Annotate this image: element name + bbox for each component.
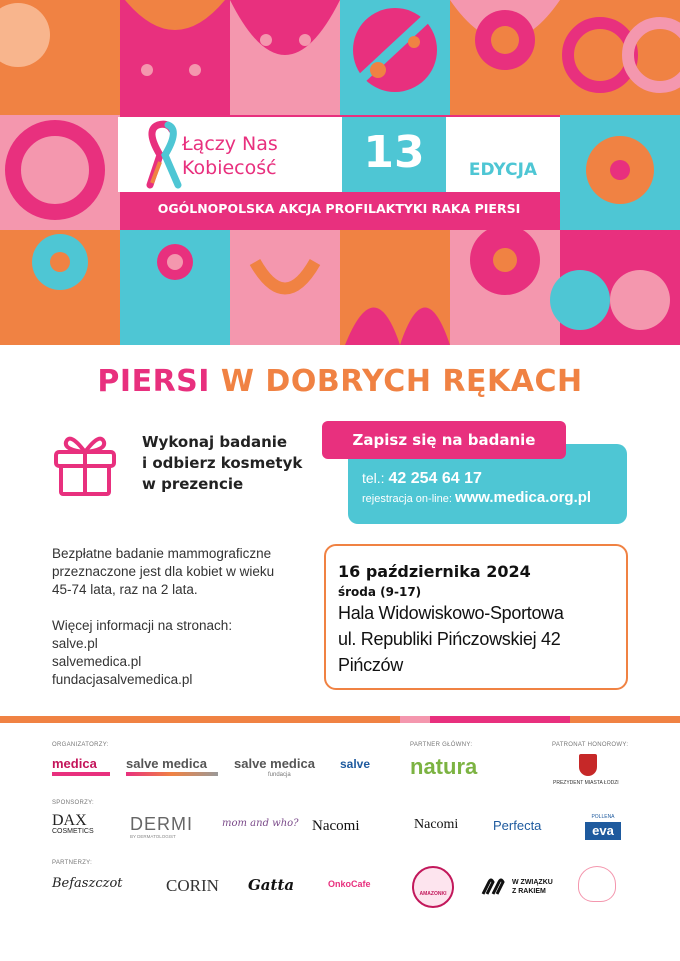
registration-link[interactable]: www.medica.org.pl: [454, 489, 592, 506]
logo-natura: natura: [410, 754, 478, 779]
logo-medica: medica: [52, 756, 97, 771]
free-line1: Bezpłatne badanie mammograficzne: [52, 546, 272, 561]
logo-perfecta: Perfecta: [493, 818, 542, 833]
sponsors-label: SPONSORZY:: [52, 800, 95, 806]
more-info-title: Więcej informacji na stronach:: [52, 618, 233, 633]
site-link-3[interactable]: fundacjasalvemedica.pl: [52, 672, 193, 687]
logo-dax: DAX: [52, 812, 87, 829]
phone-contact: [362, 470, 482, 488]
site-link-2[interactable]: salvemedica.pl: [52, 654, 142, 669]
event-day-hours: środa (9-17): [338, 585, 422, 599]
headline-part2: W DOBRYCH RĘKACH: [220, 364, 583, 399]
event-venue: Hala Widowiskowo-Sportowa: [338, 603, 564, 623]
logo-salve: salve: [340, 757, 371, 771]
campaign-name-line2: Kobiecość: [182, 157, 277, 179]
logo-pollena: POLLENA: [591, 814, 615, 820]
logo-corin: CORIN: [166, 876, 219, 895]
foundation-emblem-icon: [578, 866, 616, 902]
event-street: ul. Republiki Pińczowskiej 42: [338, 629, 561, 649]
w-zwiazku-line1: W ZWIĄZKU: [512, 879, 553, 886]
logo-salve-medica: salve medica: [126, 756, 207, 771]
logo-mom-and-who: mom and who?: [222, 818, 299, 829]
edition-number: 13: [363, 127, 425, 178]
gift-line1: Wykonaj badanie: [142, 433, 288, 451]
gift-line3: w prezencie: [142, 475, 244, 493]
phone-label: tel.:: [362, 470, 385, 486]
partners-label: PARTNERZY:: [52, 860, 93, 866]
ribbons-icon: [480, 876, 506, 896]
city-crest-icon: [579, 754, 597, 776]
logo-dermi-sub: BY DERMATOLOGIST: [130, 834, 176, 839]
gift-icon: [50, 428, 120, 498]
amazonki-badge-icon: [412, 866, 454, 908]
main-headline: [0, 364, 680, 399]
headline-part1: PIERSI: [97, 364, 210, 399]
main-partner-label: PARTNER GŁÓWNY:: [410, 742, 473, 748]
w-zwiazku-line2: Z RAKIEM: [512, 888, 546, 895]
logo-dax-cosmetics: COSMETICS: [52, 828, 94, 835]
free-line2: przeznaczone jest dla kobiet w wieku: [52, 564, 275, 579]
logo-onkocafe: OnkoCafe: [328, 879, 371, 889]
logo-medica-bar: [52, 772, 110, 776]
campaign-name-line1: Łączy Nas: [182, 133, 278, 155]
logo-prezydent: PREZYDENT MIASTA ŁODZI: [553, 780, 619, 786]
free-exam-info: [52, 545, 312, 599]
event-city: Pińczów: [338, 655, 403, 675]
hero-banner: [0, 0, 680, 345]
logo-amazonki: AMAZONKI: [419, 891, 447, 897]
registration-label: rejestracja on-line:: [362, 493, 452, 505]
color-stripe: [0, 716, 680, 723]
more-info: [52, 617, 312, 689]
logo-eva: eva: [585, 822, 621, 840]
logo-gatta: Gatta: [248, 876, 295, 894]
edition-label: EDYCJA: [468, 160, 538, 180]
logo-nacomi-2: Nacomi: [414, 817, 459, 832]
gift-line2: i odbierz kosmetyk: [142, 454, 303, 472]
organizers-label: ORGANIZATORZY:: [52, 742, 109, 748]
site-link-1[interactable]: salve.pl: [52, 636, 98, 651]
gift-offer-text: [142, 432, 322, 495]
patronage-label: PATRONAT HONOROWY:: [552, 742, 629, 748]
logo-salve-medica-bar: [126, 772, 218, 776]
free-line3: 45-74 lata, raz na 2 lata.: [52, 582, 198, 597]
logo-salve-medica-fundacja: salve medica: [234, 756, 315, 771]
logo-befaszczot: Befaszczot: [52, 876, 123, 891]
logo-nacomi-1: Nacomi: [312, 818, 360, 834]
signup-button[interactable]: Zapisz się na badanie: [322, 421, 566, 459]
logo-w-zwiazku: [512, 878, 553, 896]
logo-fundacja-sub: fundacja: [268, 772, 291, 778]
campaign-subtitle: OGÓLNOPOLSKA AKCJA PROFILAKTYKI RAKA PIERSI: [157, 201, 521, 216]
phone-number[interactable]: 42 254 64 17: [388, 470, 482, 487]
logo-dermi: DERMI: [130, 814, 193, 834]
event-date: 16 października 2024: [338, 562, 531, 581]
online-registration: [362, 489, 591, 506]
